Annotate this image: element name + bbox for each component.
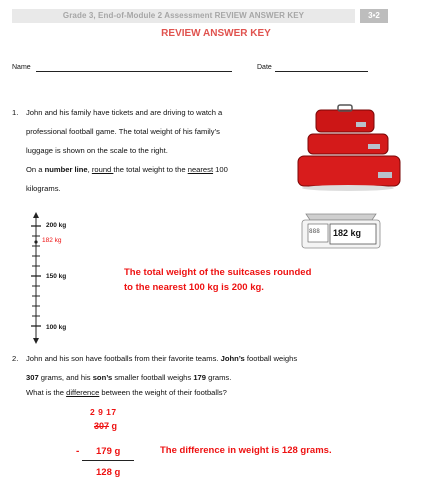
subtraction-line	[82, 460, 134, 461]
q2-line-3-difference: difference	[66, 388, 100, 397]
q1-instruction	[26, 164, 296, 176]
q2-line-1	[26, 353, 421, 365]
q1-answer-line-2: to the nearest 100 kg is 200 kg.	[124, 282, 264, 293]
q1-line-2: professional football game. The total weight of his family’s	[26, 127, 220, 136]
q2-answer: The difference in weight is 128 grams.	[160, 445, 332, 456]
date-line	[275, 71, 368, 72]
q2-line-3	[26, 387, 421, 399]
minuend-unit: g	[109, 421, 118, 431]
q2-line-2-end: grams.	[205, 373, 232, 382]
subtrahend: 179 g	[96, 446, 121, 457]
q1-inst-c: ,	[87, 165, 92, 174]
number-line-label-middle: 150 kg	[46, 273, 67, 280]
number-line-label-top: 200 kg	[46, 222, 67, 229]
q2-line-1-end: football weighs	[244, 354, 298, 363]
q2-line-2-mid: grams, and his	[38, 373, 93, 382]
q1-line-3: luggage is shown on the scale to the right.	[26, 146, 168, 155]
q2-line-2-307: 307	[26, 373, 39, 382]
q2-line-2-179: 179	[193, 373, 206, 382]
header-badge: 3•2	[360, 9, 388, 23]
q2-line-1-a: John and his son have footballs from their favorite teams.	[26, 354, 221, 363]
q1-inst-g: 100	[213, 165, 228, 174]
q2-line-2-mid2: smaller football weighs	[112, 373, 194, 382]
name-label: Name	[12, 64, 31, 71]
q1-inst-e: the total weight to the	[113, 165, 188, 174]
minuend	[94, 421, 117, 431]
number-line	[24, 212, 48, 344]
q1-number: 1.	[12, 108, 19, 117]
q1-instruction-line-2: kilograms.	[26, 184, 61, 193]
q1-inst-nearest: nearest	[187, 165, 214, 174]
q1-inst-round: round	[91, 165, 114, 174]
scale-reading: 182 kg	[333, 228, 362, 238]
date-label: Date	[257, 64, 272, 71]
q2-line-2-sons: son’s	[92, 373, 113, 382]
q1-inst-a: On a	[26, 165, 45, 174]
q2-text	[26, 353, 421, 399]
page-subtitle: REVIEW ANSWER KEY	[161, 28, 271, 39]
number-line-label-bottom: 100 kg	[46, 324, 67, 331]
subtraction-result: 128 g	[96, 467, 121, 478]
header-title: Grade 3, End-of-Module 2 Assessment REVIEW ANSWER KEY	[62, 11, 305, 20]
number-line-label-marked: 182 kg	[42, 237, 62, 244]
regroup-marks: 2 9 17	[90, 407, 117, 417]
scale-digits: 888	[309, 228, 320, 235]
q2-line-3-a: What is the	[26, 388, 67, 397]
q1-line-1: John and his family have tickets and are driving to watch a	[26, 108, 223, 117]
suitcase-stack-icon	[296, 100, 404, 192]
q2-number: 2.	[12, 354, 19, 363]
q1-answer	[124, 265, 311, 295]
minus-sign: -	[76, 446, 80, 457]
q2-line-3-c: between the weight of their footballs?	[99, 388, 227, 397]
q1-inst-number-line: number line	[44, 165, 88, 174]
q1-text	[26, 107, 296, 195]
q1-answer-line-1: The total weight of the suitcases rounded	[124, 267, 312, 278]
minuend-digits: 307	[94, 421, 110, 431]
q2-line-1-john: John’s	[220, 354, 245, 363]
name-line	[36, 71, 232, 72]
q2-line-2	[26, 372, 421, 384]
